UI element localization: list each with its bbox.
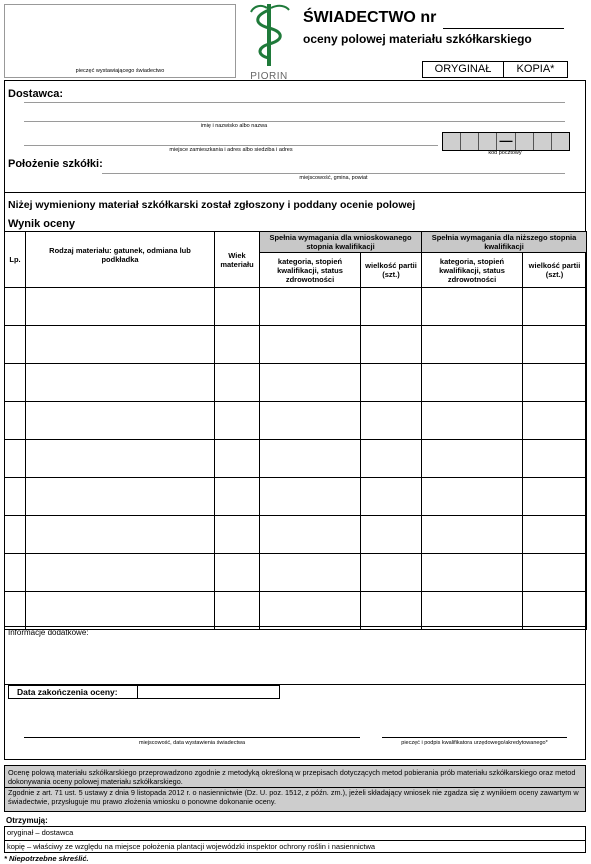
table-row [5, 516, 587, 554]
table-cell[interactable] [523, 592, 587, 630]
nursery-location-line[interactable] [102, 173, 565, 174]
certificate-subtitle: oceny polowej materiału szkółkarskiego [303, 32, 532, 46]
table-cell[interactable] [422, 592, 523, 630]
table-cell[interactable] [523, 554, 587, 592]
table-cell[interactable] [523, 516, 587, 554]
table-cell[interactable] [361, 592, 422, 630]
receiver-original: oryginał – dostawca [5, 827, 585, 841]
table-cell[interactable] [26, 516, 215, 554]
table-cell[interactable] [260, 364, 361, 402]
table-cell[interactable] [5, 516, 26, 554]
table-cell[interactable] [215, 288, 260, 326]
nursery-caption: miejscowość, gmina, powiat [299, 175, 368, 181]
group-lower: Spełnia wymagania dla niższego stopnia kwalifikacji [422, 232, 587, 253]
table-cell[interactable] [26, 440, 215, 478]
table-row [5, 288, 587, 326]
logo-text: PIORIN [250, 71, 288, 82]
table-row [5, 326, 587, 364]
table-cell[interactable] [361, 554, 422, 592]
end-date-label: Data zakończenia oceny: [17, 687, 118, 697]
table-cell[interactable] [422, 364, 523, 402]
table-cell[interactable] [361, 288, 422, 326]
table-cell[interactable] [5, 554, 26, 592]
table-cell[interactable] [422, 326, 523, 364]
receivers-label: Otrzymują: [6, 816, 48, 825]
footnote: * Niepotrzebne skreślić. [4, 854, 89, 863]
table-row [5, 402, 587, 440]
table-cell[interactable] [523, 440, 587, 478]
table-cell[interactable] [215, 554, 260, 592]
signature-line[interactable] [382, 737, 567, 738]
table-cell[interactable] [26, 364, 215, 402]
table-cell[interactable] [260, 440, 361, 478]
col-category-lower: kategoria, stopień kwalifikacji, status zdrowotności [422, 253, 523, 288]
table-cell[interactable] [361, 364, 422, 402]
result-label: Wynik oceny [8, 218, 76, 230]
nursery-label: Położenie szkółki: [8, 158, 103, 170]
postal-dash: — [497, 133, 515, 150]
table-cell[interactable] [26, 326, 215, 364]
table-cell[interactable] [26, 288, 215, 326]
table-row [5, 478, 587, 516]
original-box[interactable]: ORYGINAŁ [422, 61, 504, 78]
group-requested: Spełnia wymagania dla wnioskowanego stopnia kwalifikacji [260, 232, 422, 253]
table-cell[interactable] [523, 478, 587, 516]
notice-paragraph-2: Zgodnie z art. 71 ust. 5 ustawy z dnia 9 listopada 2012 r. o nasiennictwie (Dz. U. poz. 1512, z późn. zm.), jeżeli składający wniosek nie zgadza się z wynikiem oceny zawartym w świadectwie, przysługuje mu prawo złożenia wniosku o ponowne dokonanie oceny. [5, 787, 585, 806]
table-cell[interactable] [422, 288, 523, 326]
table-cell[interactable] [260, 402, 361, 440]
postal-caption: kod pocztowy [488, 150, 522, 156]
statement-text: Niżej wymieniony materiał szkółkarski został zgłoszony i poddany ocenie polowej [8, 199, 416, 211]
supplier-name-caption: imię i nazwisko albo nazwa [200, 123, 268, 129]
table-cell[interactable] [260, 326, 361, 364]
table-cell[interactable] [5, 288, 26, 326]
table-cell[interactable] [5, 402, 26, 440]
table-cell[interactable] [5, 364, 26, 402]
col-lot-requested: wielkość partii (szt.) [361, 253, 422, 288]
postal-code-field[interactable] [442, 132, 570, 151]
table-cell[interactable] [5, 326, 26, 364]
table-cell[interactable] [260, 592, 361, 630]
table-cell[interactable] [422, 440, 523, 478]
table-cell[interactable] [5, 478, 26, 516]
table-cell[interactable] [523, 326, 587, 364]
table-cell[interactable] [26, 554, 215, 592]
table-row [5, 592, 587, 630]
table-cell[interactable] [26, 402, 215, 440]
certificate-title: ŚWIADECTWO nr [303, 9, 437, 26]
supplier-address-line[interactable] [24, 145, 438, 146]
receiver-copy: kopię – właściwy ze względu na miejsce położenia plantacji wojewódzki inspektor ochrony roślin i nasiennictwa [7, 842, 376, 851]
table-cell[interactable] [260, 516, 361, 554]
place-date-caption: miejscowość, data wystawienia świadectwa [138, 740, 246, 746]
table-cell[interactable] [361, 326, 422, 364]
results-table [4, 231, 587, 630]
table-cell[interactable] [215, 592, 260, 630]
end-date-field[interactable] [8, 685, 280, 699]
table-bottom [4, 626, 586, 627]
table-cell[interactable] [422, 554, 523, 592]
col-lot-lower: wielkość partii (szt.) [523, 253, 587, 288]
stamp-box [4, 4, 236, 78]
supplier-name-line[interactable] [24, 102, 565, 103]
supplier-name-line-2[interactable] [24, 121, 565, 122]
copy-box[interactable]: KOPIA* [503, 61, 568, 78]
table-cell[interactable] [215, 440, 260, 478]
supplier-label: Dostawca: [8, 88, 64, 100]
receivers-box [4, 826, 586, 853]
table-cell[interactable] [523, 288, 587, 326]
table-cell[interactable] [26, 592, 215, 630]
table-cell[interactable] [215, 516, 260, 554]
legal-notice [4, 765, 586, 812]
table-cell[interactable] [422, 402, 523, 440]
piorin-logo [244, 2, 294, 80]
table-row [5, 440, 587, 478]
table-cell[interactable] [523, 364, 587, 402]
table-cell[interactable] [260, 554, 361, 592]
caduceus-icon [244, 2, 294, 68]
place-date-line[interactable] [24, 737, 360, 738]
col-category-requested: kategoria, stopień kwalifikacji, status zdrowotności [260, 253, 361, 288]
table-cell[interactable] [215, 478, 260, 516]
col-lp: Lp. [5, 232, 26, 288]
table-cell[interactable] [422, 516, 523, 554]
table-cell[interactable] [260, 478, 361, 516]
notice-paragraph-1: Ocenę polową materiału szkółkarskiego przeprowadzono zgodnie z metodyką określoną w przepisach dotyczących metod pobierania prób materiału szkółkarskiego oraz metod dokonywania oceny polowej materiału szkółkarskiego. [8, 768, 576, 786]
signature-caption: pieczęć i podpis kwalifikatora urzędowego/akredytowanego* [401, 740, 548, 746]
table-cell[interactable] [422, 478, 523, 516]
col-material: Rodzaj materiału: gatunek, odmiana lub podkładka [26, 232, 215, 288]
certificate-number-line[interactable] [443, 28, 564, 29]
table-row [5, 364, 587, 402]
table-cell[interactable] [215, 326, 260, 364]
table-cell[interactable] [361, 402, 422, 440]
table-cell[interactable] [5, 592, 26, 630]
table-cell[interactable] [361, 516, 422, 554]
table-cell[interactable] [215, 364, 260, 402]
table-cell[interactable] [26, 478, 215, 516]
supplier-address-caption: miejsce zamieszkania i adres albo siedziba i adres [169, 147, 293, 153]
table-cell[interactable] [523, 402, 587, 440]
additional-info-label: Informacje dodatkowe: [8, 628, 89, 637]
table-cell[interactable] [215, 402, 260, 440]
table-cell[interactable] [260, 288, 361, 326]
stamp-caption: pieczęć wystawiającego świadectwo [75, 68, 165, 74]
col-age: Wiek materiału [215, 232, 260, 288]
table-cell[interactable] [361, 478, 422, 516]
divider [4, 192, 586, 193]
table-row [5, 554, 587, 592]
table-cell[interactable] [5, 440, 26, 478]
table-cell[interactable] [361, 440, 422, 478]
